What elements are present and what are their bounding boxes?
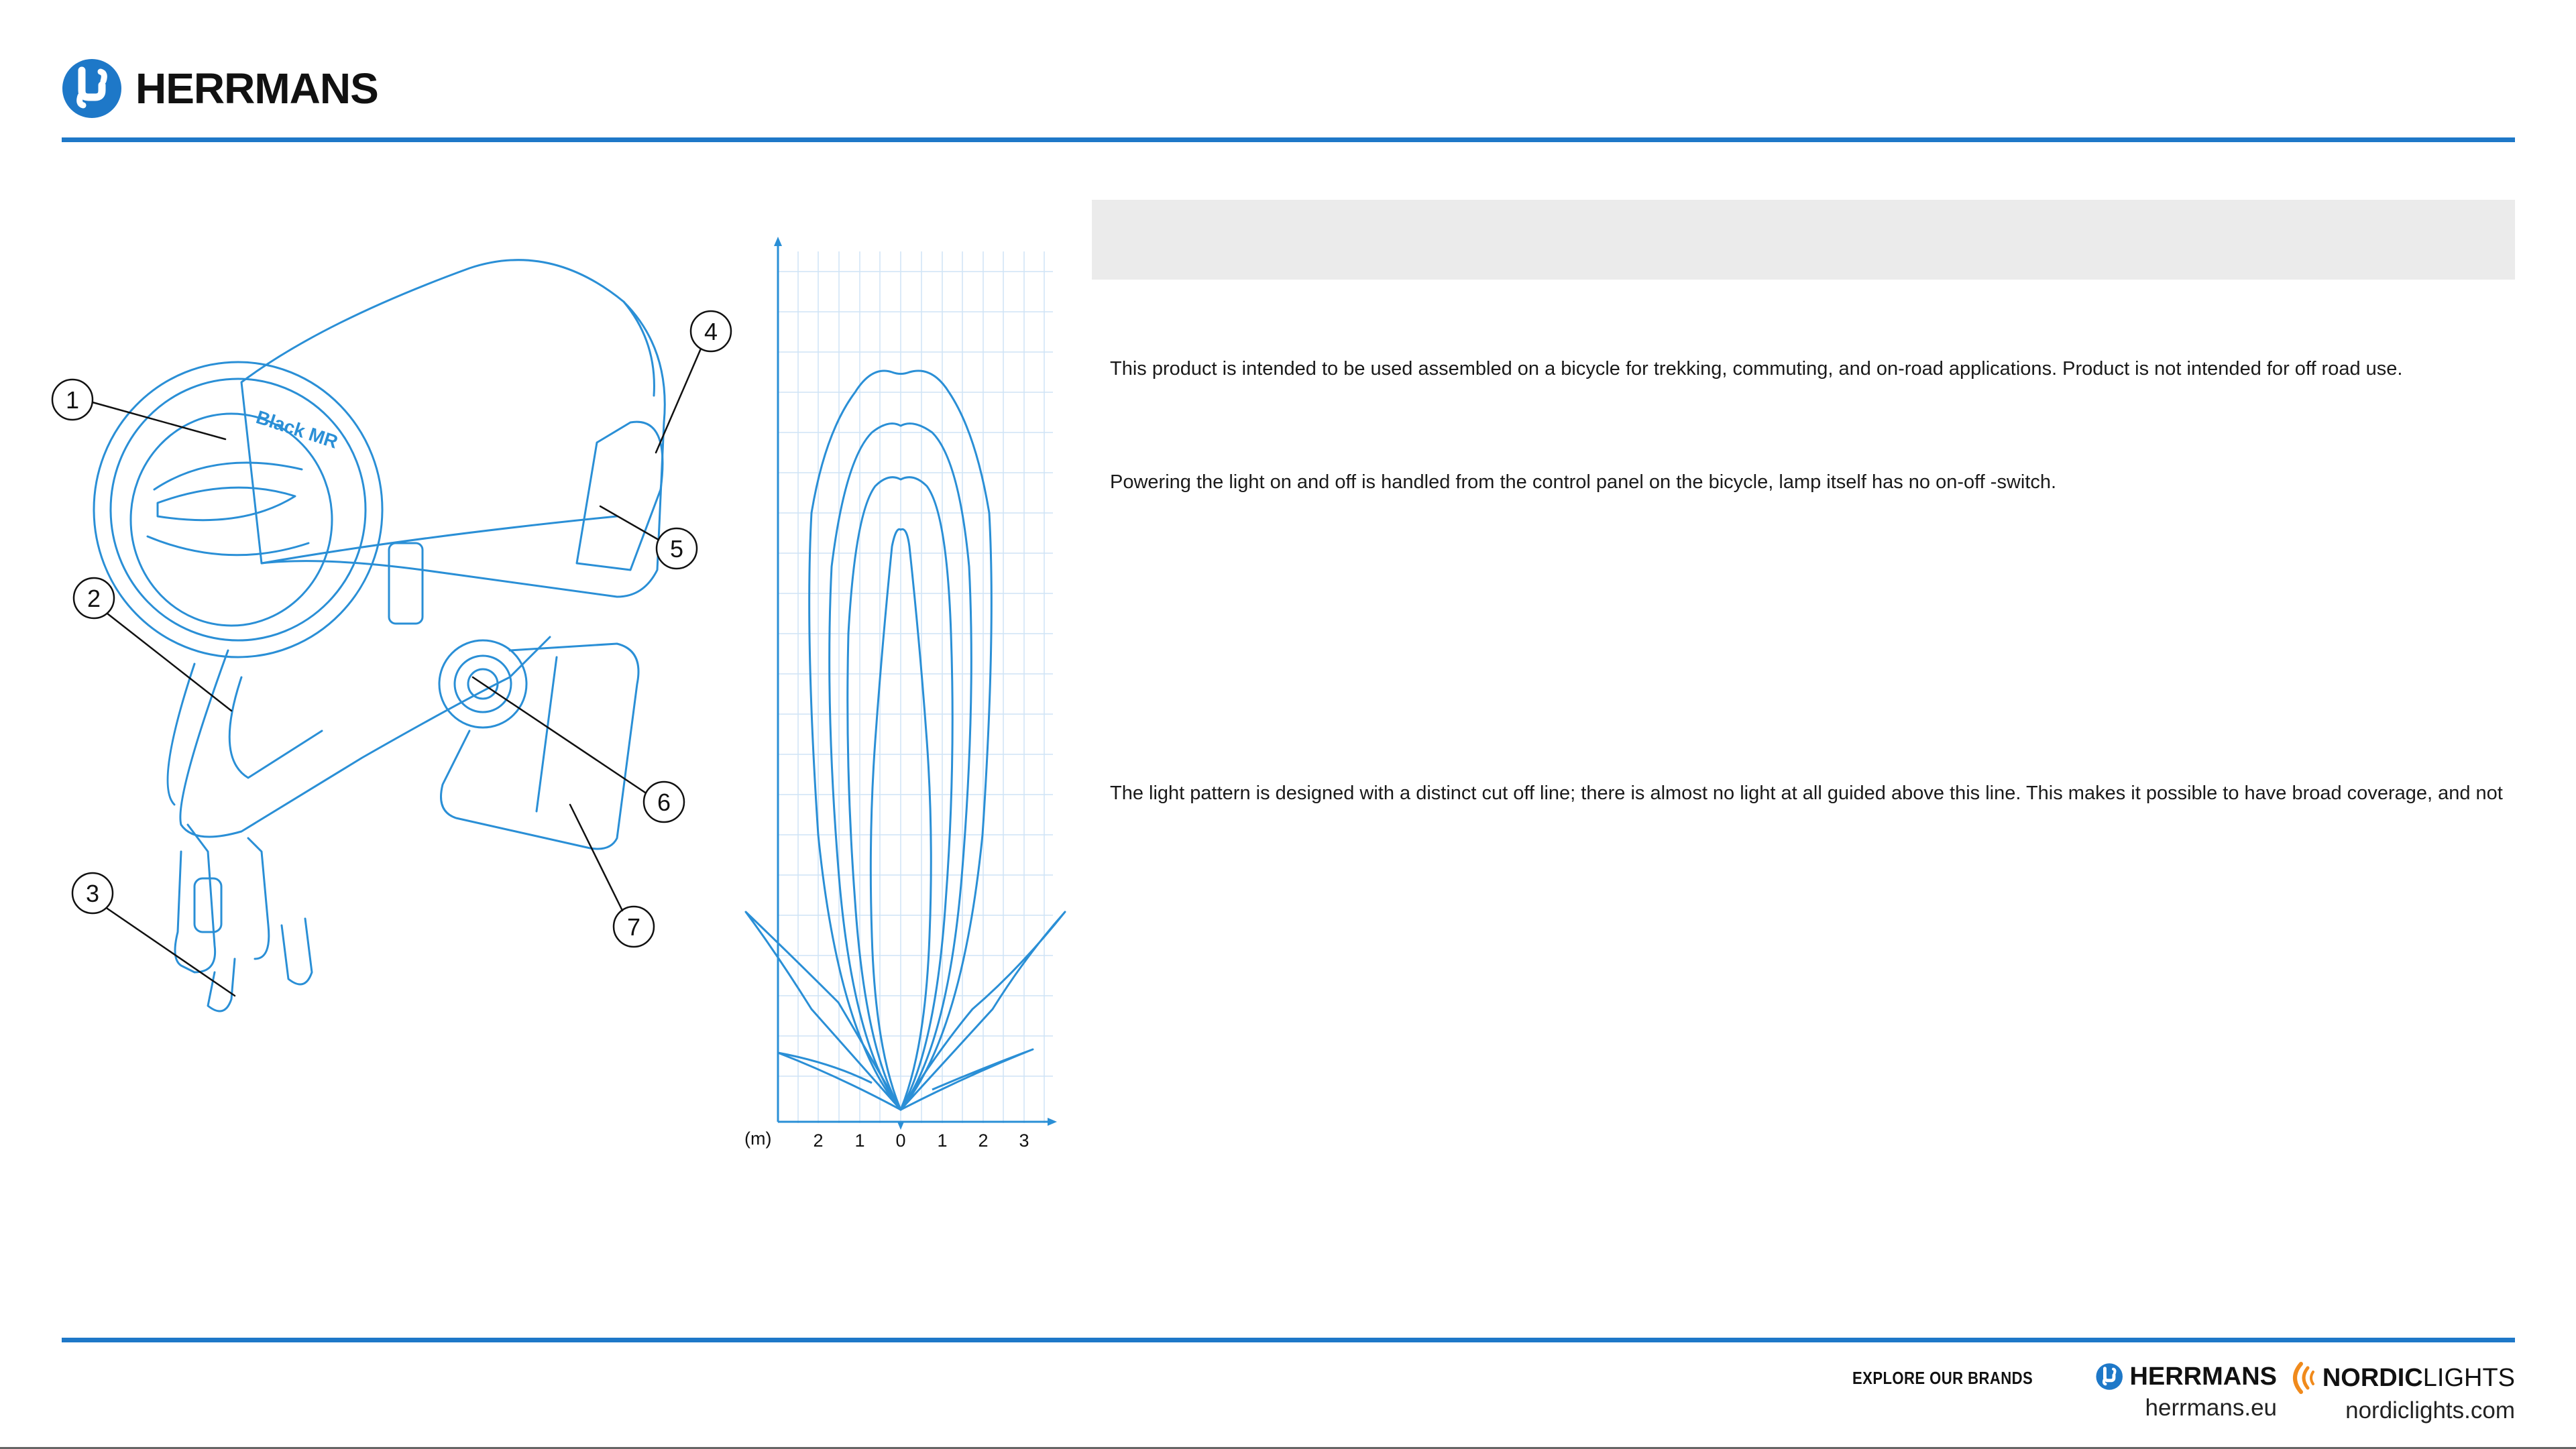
footer-herrmans-url[interactable]: herrmans.eu <box>2145 1395 2277 1421</box>
lamp-label: Black MR <box>254 406 341 453</box>
callout-7-label: 7 <box>626 913 641 941</box>
x-tick-3: 1 <box>937 1131 948 1151</box>
x-tick-5: 3 <box>1019 1131 1029 1151</box>
callout-3-label: 3 <box>85 880 100 907</box>
explore-brands-label: EXPLORE OUR BRANDS <box>1852 1368 2033 1388</box>
x-tick-4: 2 <box>978 1131 989 1151</box>
grid <box>778 251 1053 1123</box>
callout-6-label: 6 <box>657 789 671 816</box>
paragraph-usage: This product is intended to be used assembled on a bicycle for trekking, commuting, and on-road applications. Product is not intended for off road use. <box>1110 358 2403 380</box>
footer-nordic-name-bold: NORDIC <box>2322 1363 2423 1392</box>
x-tick-0: 2 <box>813 1131 824 1151</box>
footer-herrmans-name: HERRMANS <box>2129 1362 2277 1391</box>
callout-4-label: 4 <box>704 318 718 345</box>
paragraph-power: Powering the light on and off is handled from the control panel on the bicycle, lamp itself has no on-off -switch. <box>1110 471 2057 493</box>
mount-bracket <box>180 637 550 837</box>
herrmans-h-icon <box>62 58 122 119</box>
header-rule <box>62 137 2515 142</box>
product-diagram <box>40 248 765 1039</box>
footer-nordic-name-light: LIGHTS <box>2422 1363 2515 1392</box>
paragraph-light-pattern: The light pattern is designed with a distinct cut off line; there is almost no light at all guided above this line. This makes it possible to have broad coverage, and not <box>1110 783 2503 804</box>
herrmans-h-icon <box>2096 1361 2123 1392</box>
header-logo[interactable] <box>62 58 378 119</box>
callout-1-label: 1 <box>65 386 80 414</box>
footer-brand-herrmans[interactable] <box>2096 1361 2277 1422</box>
callout-2-label: 2 <box>87 585 101 612</box>
rear-cover <box>577 422 663 570</box>
callout-5-label: 5 <box>669 535 684 563</box>
nordiclights-icon <box>2288 1361 2318 1395</box>
footer-rule <box>62 1338 2515 1342</box>
content-header-bar <box>1092 200 2515 280</box>
beam-pattern-chart <box>738 231 1086 1163</box>
isolux-contours <box>746 371 1065 1110</box>
beam-unit-label: (m) <box>744 1128 772 1149</box>
header-brand-name: HERRMANS <box>135 64 378 113</box>
lamp-bezel <box>94 362 382 657</box>
origin-marker <box>897 1122 904 1130</box>
callouts <box>52 311 731 996</box>
footer-nordiclights-url[interactable]: nordiclights.com <box>2345 1397 2515 1424</box>
footer-brand-nordiclights[interactable] <box>2287 1361 2515 1424</box>
x-tick-2: 0 <box>895 1131 906 1151</box>
x-tick-1: 1 <box>854 1131 865 1151</box>
lens <box>131 414 332 626</box>
